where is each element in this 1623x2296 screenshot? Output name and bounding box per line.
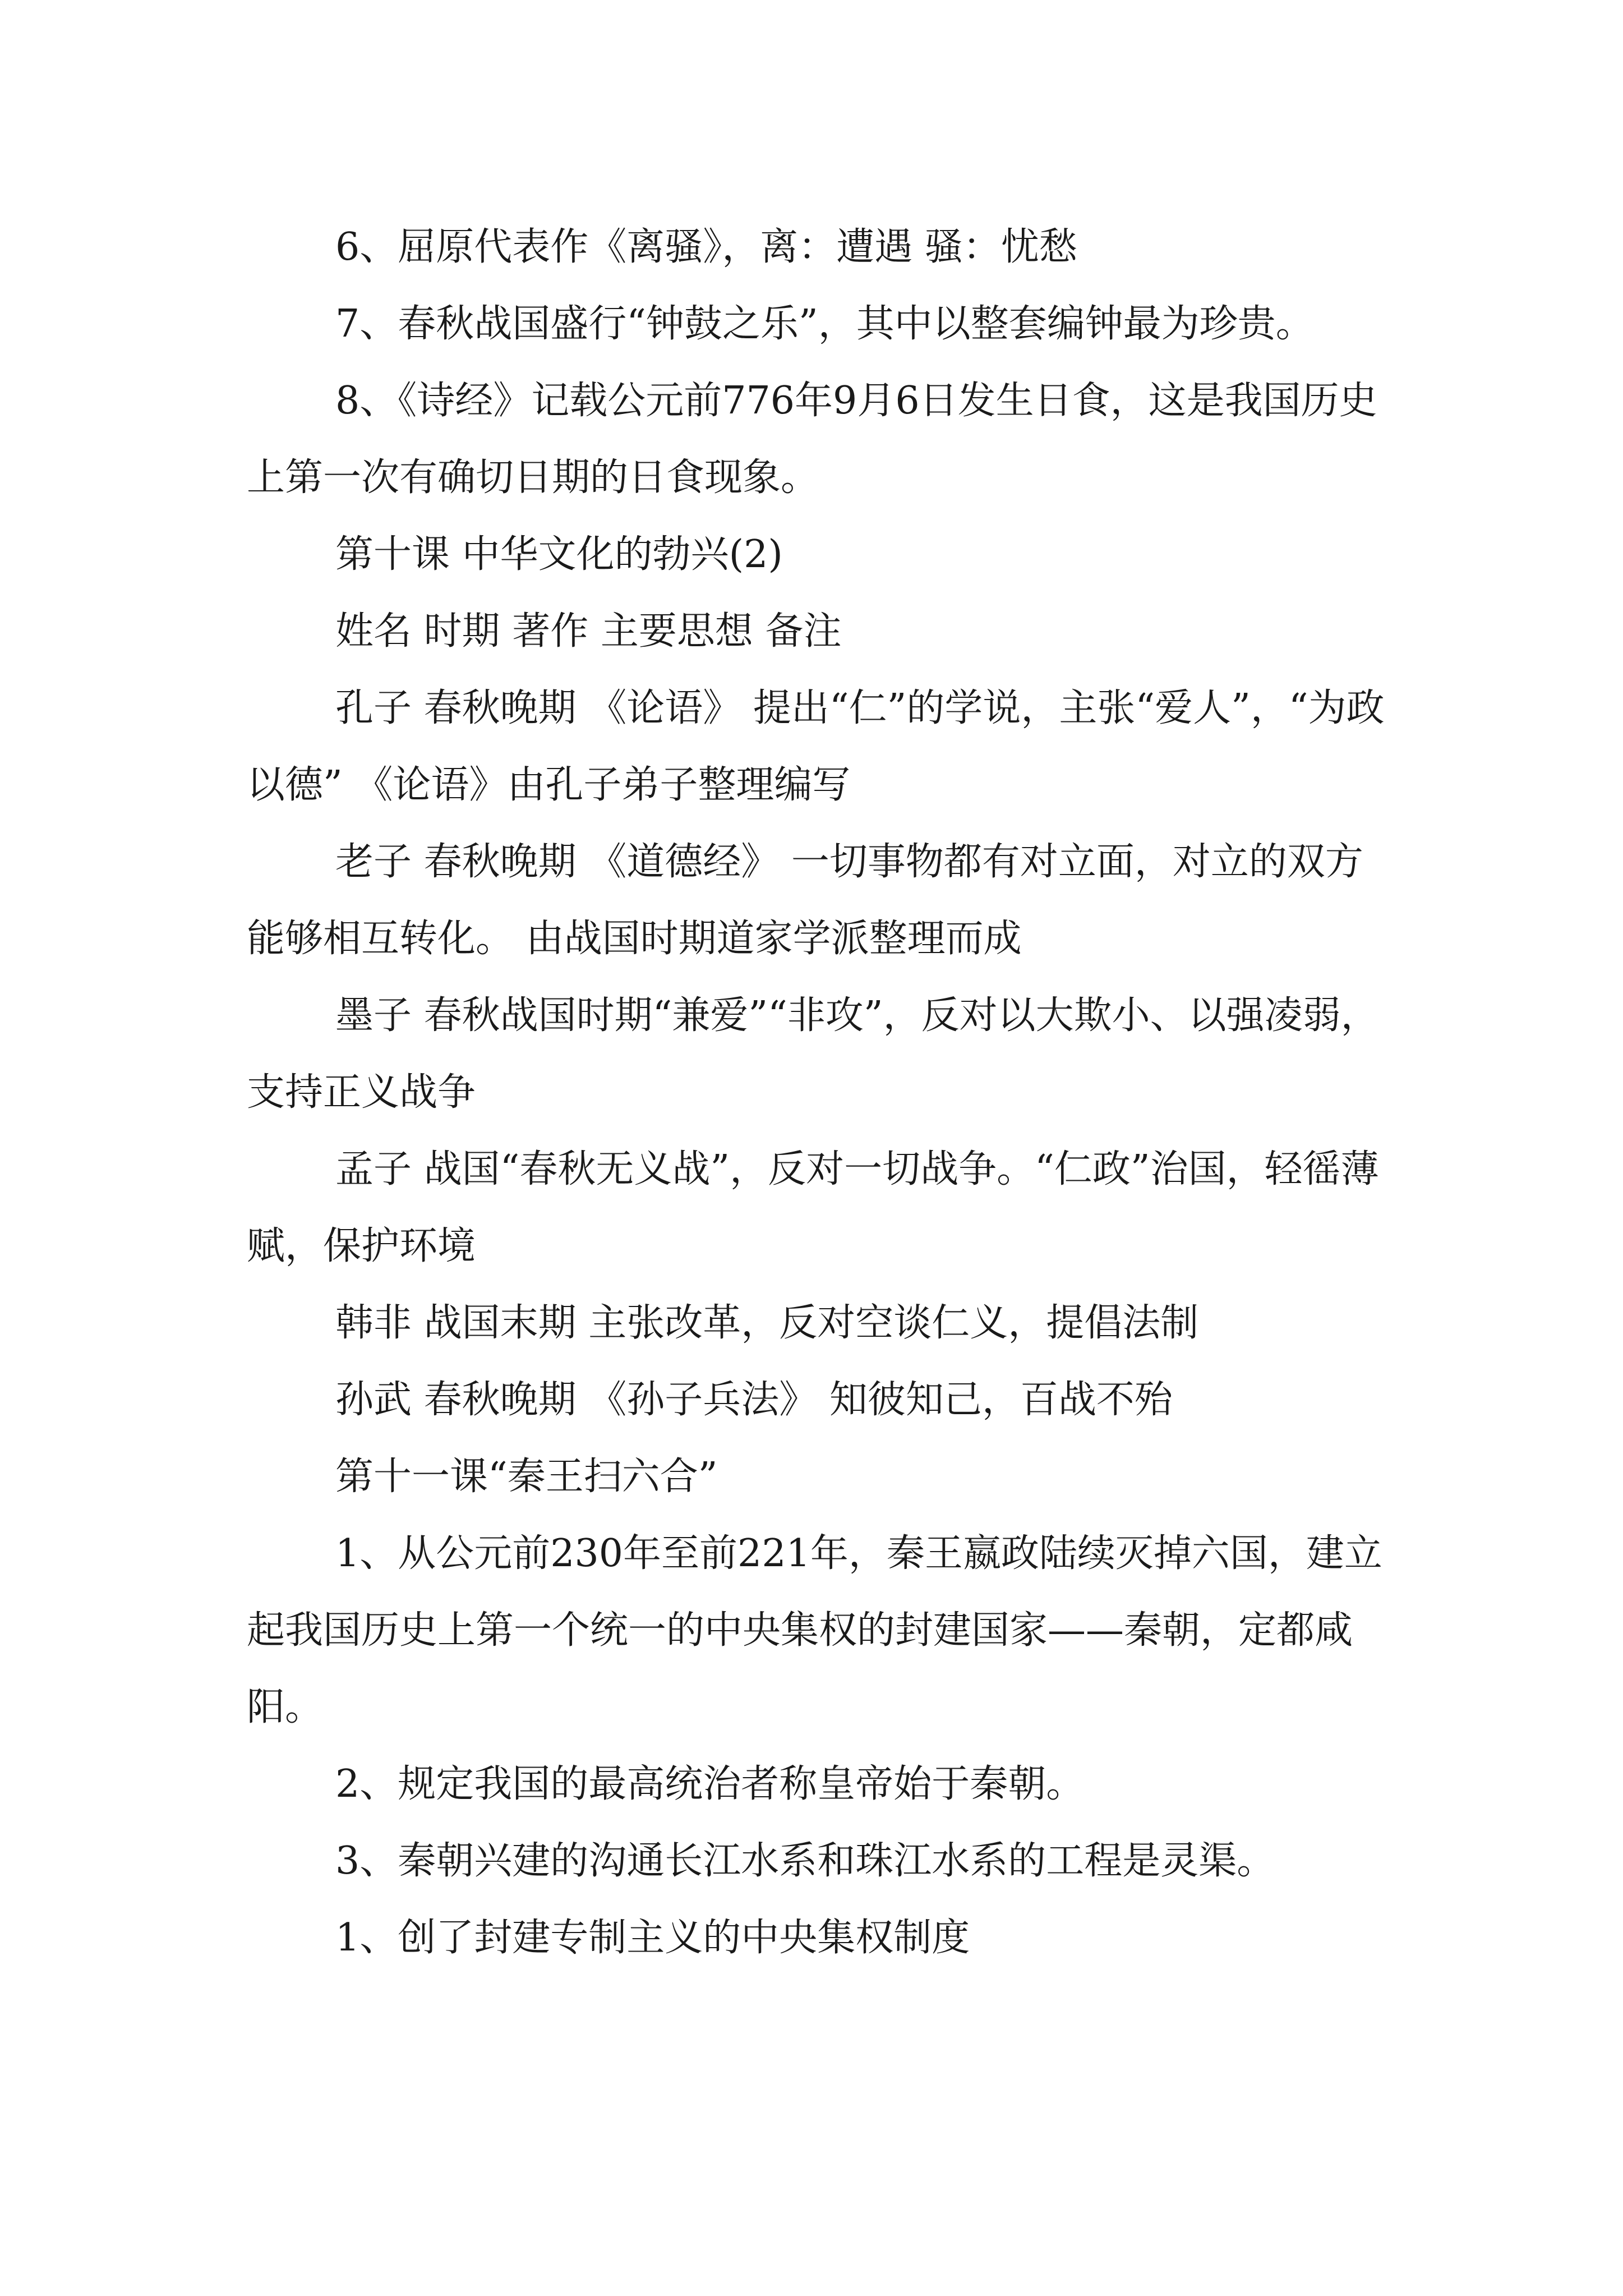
paragraph-lingqu: 3、秦朝兴建的沟通长江水系和珠江水系的工程是灵渠。 <box>335 1839 1275 1883</box>
row-laozi: 老子 春秋晚期 《道德经》 一切事物都有对立面，对立的双方能够相互转化。 由战国时期道家学派整理而成 <box>247 840 1363 961</box>
paragraph-bianzhong: 7、春秋战国盛行“钟鼓之乐”，其中以整套编钟最为珍贵。 <box>335 302 1314 346</box>
paragraph-qin-unification: 1、从公元前230年至前221年，秦王嬴政陆续灭掉六国，建立起我国历史上第一个统一的中央集权的封建国家——秦朝，定都咸阳。 <box>247 1531 1382 1729</box>
row-han-fei: 韩非 战国末期 主张改革，反对空谈仁义，提倡法制 <box>335 1301 1199 1345</box>
paragraph-qu-yuan: 6、屈原代表作《离骚》，离：遭遇 骚：忧愁 <box>335 225 1077 269</box>
row-mozi: 墨子 春秋战国时期“兼爱”“非攻”，反对以大欺小、以强凌弱，支持正义战争 <box>247 993 1379 1115</box>
lesson-11-heading: 第十一课“秦王扫六合” <box>335 1455 718 1499</box>
row-sun-wu: 孙武 春秋晚期 《孙子兵法》 知彼知己，百战不殆 <box>335 1378 1173 1422</box>
table-header-row: 姓名 时期 著作 主要思想 备注 <box>335 609 842 654</box>
paragraph-emperor-title: 2、规定我国的最高统治者称皇帝始于秦朝。 <box>335 1762 1085 1806</box>
lesson-10-heading: 第十课 中华文化的勃兴(2) <box>335 532 783 577</box>
paragraph-centralization: 1、创了封建专制主义的中央集权制度 <box>335 1916 970 1960</box>
row-mencius: 孟子 战国“春秋无义战”，反对一切战争。“仁政”治国，轻徭薄赋，保护环境 <box>247 1147 1379 1268</box>
document-body <box>247 209 1391 1976</box>
row-confucius: 孔子 春秋晚期 《论语》 提出“仁”的学说，主张“爱人”，“为政以德” 《论语》由孔子弟子整理编写 <box>247 686 1385 807</box>
paragraph-eclipse: 8、《诗经》记载公元前776年9月6日发生日食，这是我国历史上第一次有确切日期的日食现象。 <box>247 379 1377 500</box>
